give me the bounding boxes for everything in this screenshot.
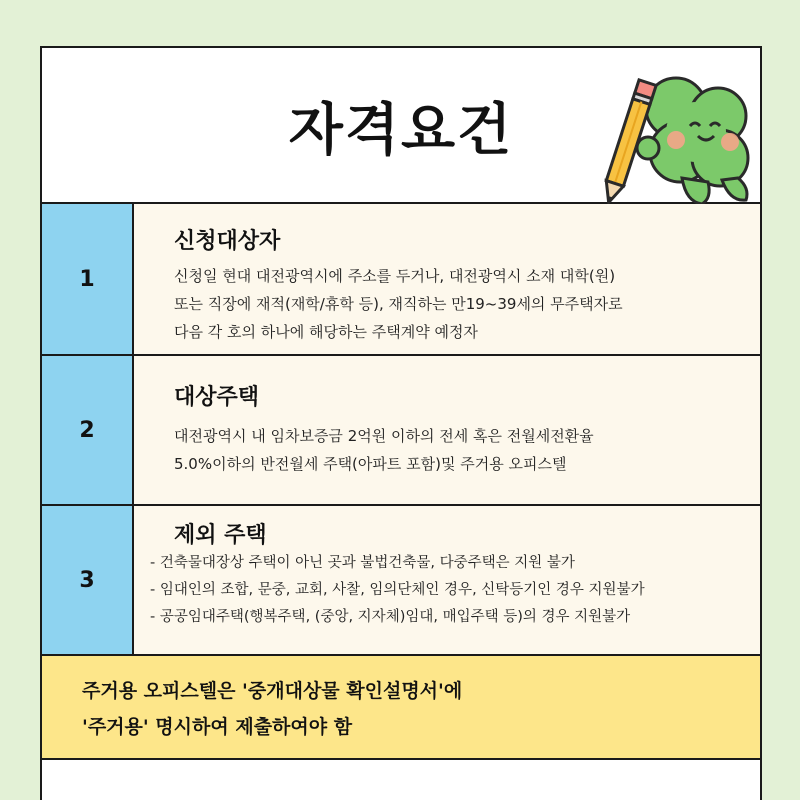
list-item: - 건축물대장상 주택이 아닌 곳과 불법건축물, 다중주택은 지원 불가: [150, 555, 575, 571]
row-description: [174, 262, 748, 346]
requirement-row-2: [42, 356, 760, 506]
row-number: 1: [42, 204, 134, 354]
requirement-row-3: [42, 506, 760, 656]
notice-line-1: 주거용 오피스텔은 '중개대상물 확인설명서'에: [82, 680, 463, 702]
clover-mascot-icon: [590, 70, 760, 210]
row-heading: 신청대상자: [174, 229, 281, 254]
requirements-card: [40, 46, 762, 800]
description-line: 신청일 현대 대전광역시에 주소를 두거나, 대전광역시 소재 대학(원): [174, 267, 616, 285]
header: [42, 48, 760, 204]
page-title: 자격요건: [288, 98, 514, 163]
row-heading: 대상주택: [174, 385, 260, 410]
exclusion-list: [150, 550, 752, 631]
list-item: - 임대인의 조합, 문중, 교회, 사찰, 임의단체인 경우, 신탁등기인 경우 지원불가: [150, 582, 645, 598]
row-heading: 제외 주택: [174, 523, 267, 548]
description-line: 5.0%이하의 반전월세 주택(아파트 포함)및 주거용 오피스텔: [174, 455, 567, 473]
notice-line-2: '주거용' 명시하여 제출하여야 함: [82, 716, 353, 738]
description-line: 또는 직장에 재적(재학/휴학 등), 재직하는 만19~39세의 무주택자로: [174, 295, 623, 313]
requirement-row-1: [42, 204, 760, 356]
description-line: 다음 각 호의 하나에 해당하는 주택계약 예정자: [174, 323, 478, 341]
row-description: [174, 422, 748, 478]
notice-box: [42, 656, 760, 760]
row-number: 2: [42, 356, 134, 504]
row-number: 3: [42, 506, 134, 654]
description-line: 대전광역시 내 임차보증금 2억원 이하의 전세 혹은 전월세전환율: [174, 427, 594, 445]
list-item: - 공공임대주택(행복주택, (중앙, 지자체)임대, 매입주택 등)의 경우 지원불가: [150, 609, 631, 625]
